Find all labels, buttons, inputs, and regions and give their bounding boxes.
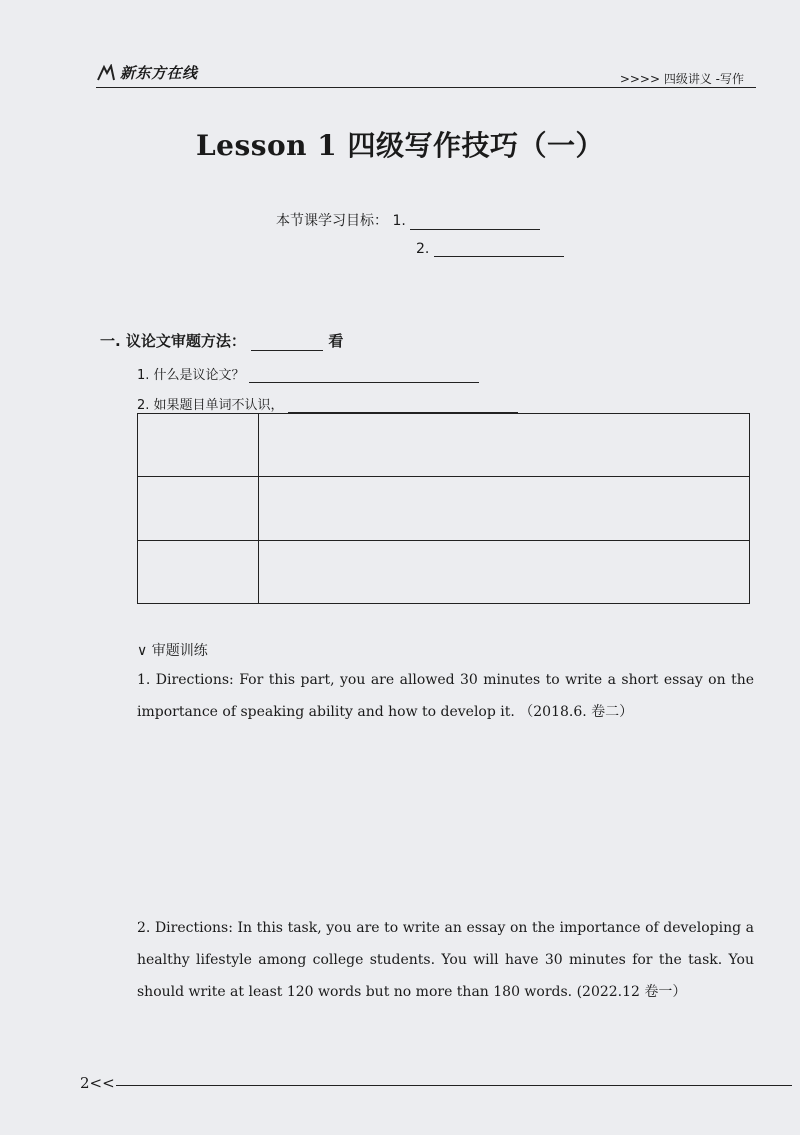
objective-blank-1[interactable] — [410, 229, 540, 230]
question-1-blank[interactable] — [249, 382, 479, 383]
logo-mark-icon — [96, 64, 116, 82]
section-heading-suffix: 看 — [328, 332, 344, 350]
section-heading-text: 一. 议论文审题方法： — [100, 332, 246, 350]
table-cell[interactable] — [138, 477, 259, 540]
check-mark-icon: ∨ — [137, 643, 148, 659]
table-row — [138, 414, 750, 477]
section-heading — [100, 330, 343, 351]
table-cell[interactable] — [138, 414, 259, 477]
practice-label: 审题训练 — [151, 643, 208, 659]
brand-logo — [96, 62, 198, 83]
question-1 — [137, 364, 479, 383]
table-cell[interactable] — [138, 540, 259, 603]
page-number: 2<< — [80, 1074, 115, 1092]
table-cell[interactable] — [259, 540, 750, 603]
question-2-text: 2. 如果题目单词不认识， — [137, 398, 284, 413]
page-title: Lesson 1 四级写作技巧（一） — [195, 129, 605, 162]
table-row — [138, 477, 750, 540]
header-divider — [96, 87, 756, 88]
practice-heading — [137, 640, 208, 660]
objectives-line-2 — [416, 241, 564, 257]
table-cell[interactable] — [259, 414, 750, 477]
table-cell[interactable] — [259, 477, 750, 540]
objective-number-1: 1. — [392, 213, 406, 229]
objectives-label: 本节课学习目标： — [276, 213, 388, 229]
direction-1: 1. Directions: For this part, you are allowed 30 minutes to write a short essay on the importance of speaking ability and how to develop it. （2018.6. 卷二） — [137, 672, 754, 720]
table-row — [138, 540, 750, 603]
question-2 — [137, 394, 518, 413]
brand-name: 新东方在线 — [120, 64, 198, 82]
objective-number-2: 2. — [416, 241, 430, 257]
answer-table — [137, 413, 750, 604]
footer-divider — [116, 1085, 792, 1086]
direction-2: 2. Directions: In this task, you are to write an essay on the importance of developing a healthy lifestyle among college students. You will have 30 minutes for the task. You should write at least 120 words but no more than 180 words. (2022.12 卷一） — [137, 920, 754, 1000]
section-heading-blank[interactable] — [251, 350, 323, 351]
objectives-line-1 — [276, 210, 540, 230]
question-1-text: 1. 什么是议论文？ — [137, 368, 245, 383]
chapter-label: >>>> 四级讲义 -写作 — [619, 72, 744, 86]
objective-blank-2[interactable] — [434, 256, 564, 257]
